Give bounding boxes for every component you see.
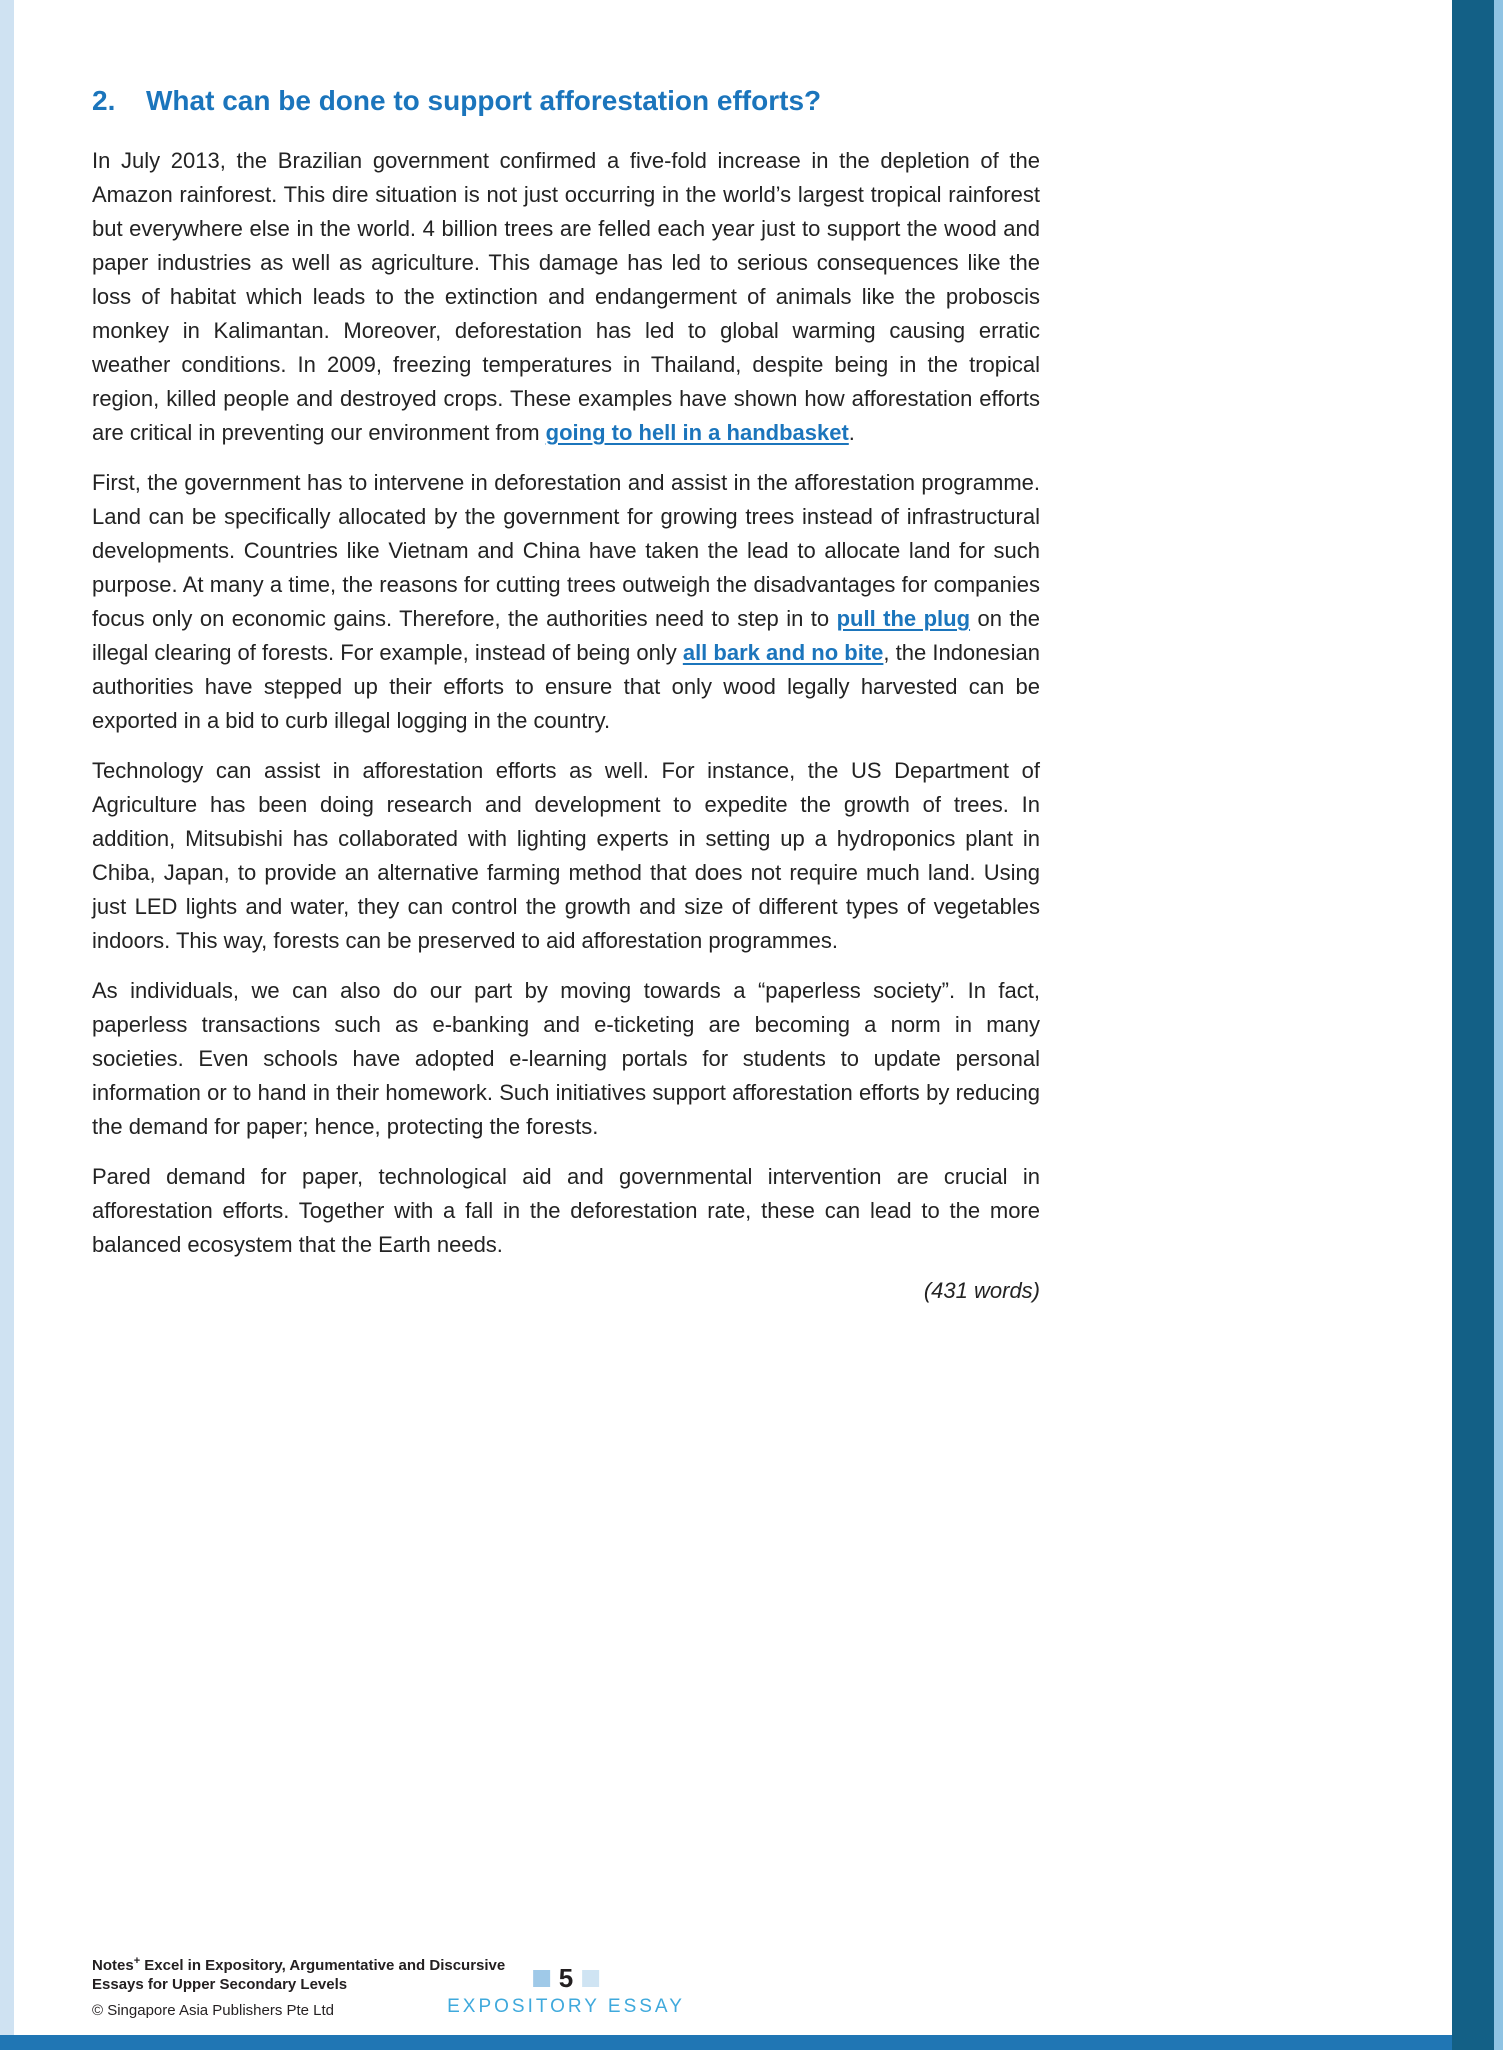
essay-paragraph-2 xyxy=(92,466,1040,738)
bottom-edge-bar xyxy=(0,2035,1503,2050)
paragraph-text: , the Indonesian authorities have stepped up their efforts to ensure that only wood legally harvested can be exported in a bid to curb illegal logging in the country. xyxy=(92,640,1040,733)
paragraph-text: In July 2013, the Brazilian government confirmed a five-fold increase in the depletion of the Amazon rainforest. This dire situation is not just occurring in the world’s largest tropical rainforest but everywhere else in the world. 4 billion trees are felled each year just to support the wood and paper industries as well as agriculture. This damage has led to serious consequences like the loss of habitat which leads to the extinction and endangerment of animals like the proboscis monkey in Kalimantan. Moreover, deforestation has led to global warming causing erratic weather conditions. In 2009, freezing temperatures in Thailand, despite being in the tropical region, killed people and destroyed crops. These examples have shown how afforestation efforts are critical in preventing our environment from xyxy=(92,148,1040,445)
heading-number: 2. xyxy=(92,85,116,116)
paragraph-text: . xyxy=(848,420,855,445)
footer-page-block xyxy=(447,1965,685,2018)
footer-series-title-line1 xyxy=(92,1952,505,1975)
footer-series-title-line2: Essays for Upper Secondary Levels xyxy=(92,1976,348,1993)
series-plus-mark: + xyxy=(133,1955,141,1967)
right-edge-stripe-dark xyxy=(1452,0,1494,2050)
paragraph-text: on the illegal clearing of forests. For example, instead of being only xyxy=(92,606,1040,665)
essay-paragraph-5: Pared demand for paper, technological aid and governmental intervention are crucial in afforestation efforts. Together with a fall in the deforestation rate, these can lead to the more balanced ecosystem that the Earth needs. xyxy=(92,1164,1040,1257)
idiom-link-pull-the-plug[interactable]: pull the plug xyxy=(836,606,971,631)
footer-series-info xyxy=(92,1952,505,2020)
page-number: 5 xyxy=(558,1963,574,1993)
right-edge-stripe-light xyxy=(1494,0,1503,2050)
page-number-square-right xyxy=(582,1970,599,1987)
idiom-link-all-bark-and-no-bite[interactable]: all bark and no bite xyxy=(682,640,884,665)
section-heading xyxy=(92,84,1040,118)
series-subtitle: Excel in Expository, Argumentative and Discursive xyxy=(140,1957,506,1974)
page-number-square-left xyxy=(533,1970,550,1987)
word-count: (431 words) xyxy=(923,1278,1040,1303)
footer-copyright: © Singapore Asia Publishers Pte Ltd xyxy=(92,2002,335,2019)
page-footer xyxy=(92,1956,1040,2020)
page-number-row xyxy=(447,1965,685,1991)
idiom-link-going-to-hell-in-a-handbasket[interactable]: going to hell in a handbasket xyxy=(545,420,849,445)
series-name: Notes xyxy=(92,1957,134,1974)
essay-paragraph-3: Technology can assist in afforestation efforts as well. For instance, the US Department of Agriculture has been doing research and development to expedite the growth of trees. In addition, Mitsubishi has collaborated with lighting experts in setting up a hydroponics plant in Chiba, Japan, to provide an alternative farming method that does not require much land. Using just LED lights and water, they can control the growth and size of different types of vegetables indoors. This way, forests can be preserved to aid afforestation programmes. xyxy=(92,758,1040,953)
heading-title: What can be done to support afforestation efforts? xyxy=(146,85,822,116)
essay-paragraph-4: As individuals, we can also do our part by moving towards a “paperless society”. In fact, paperless transactions such as e-banking and e-ticketing are becoming a norm in many societies. Even schools have adopted e-learning portals for students to update personal information or to hand in their homework. Such initiatives support afforestation efforts by reducing the demand for paper; hence, protecting the forests. xyxy=(92,978,1040,1139)
left-edge-stripe xyxy=(0,0,14,2050)
essay-content xyxy=(92,84,1040,1304)
paragraph-text: First, the government has to intervene in deforestation and assist in the afforestation programme. Land can be specifically allocated by the government for growing trees instead of infrastructural developments. Countries like Vietnam and China have taken the lead to allocate land for such purpose. At many a time, the reasons for cutting trees outweigh the disadvantages for companies focus only on economic gains. Therefore, the authorities need to step in to xyxy=(92,470,1040,631)
essay-paragraph-1 xyxy=(92,144,1040,450)
footer-section-label: EXPOSITORY ESSAY xyxy=(447,1996,685,2017)
